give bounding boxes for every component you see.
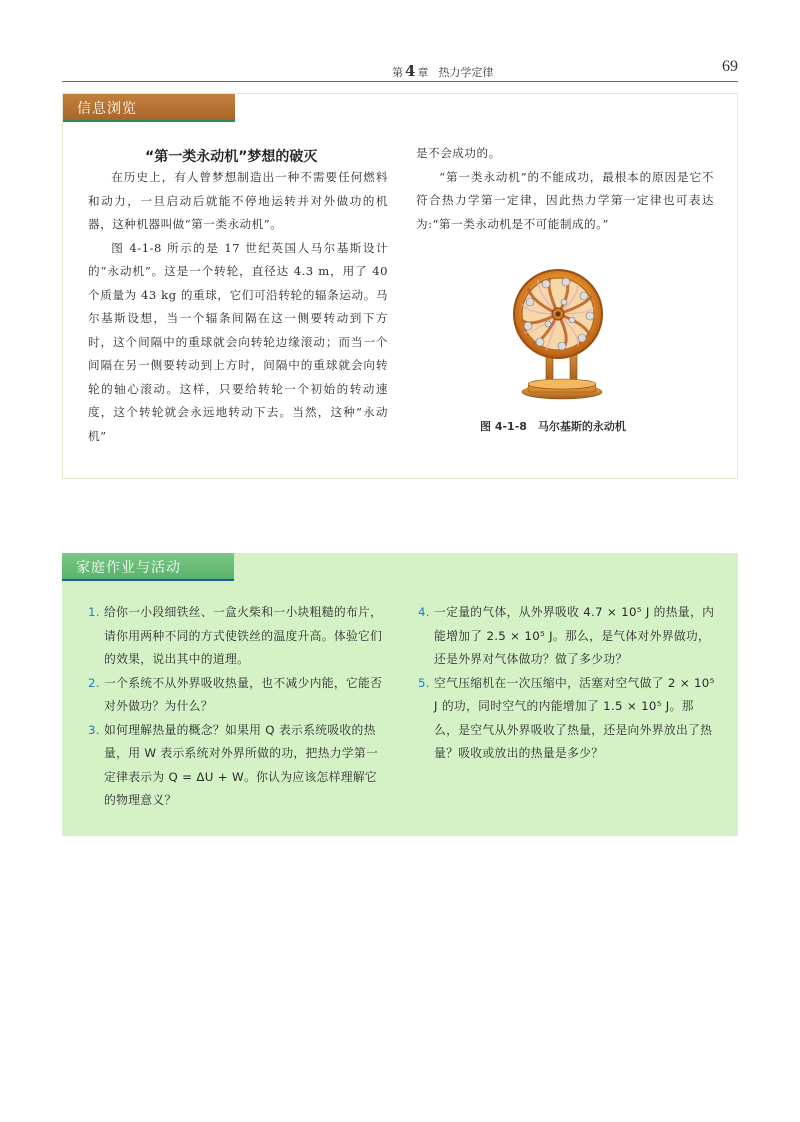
homework-item-number: 2.: [88, 675, 100, 690]
homework-item-text: 一个系统不从外界吸收热量，也不减少内能，它能否对外做功？为什么？: [104, 675, 383, 713]
homework-item: [418, 601, 716, 672]
chapter-label: [392, 62, 493, 80]
homework-tab-label: 家庭作业与活动: [62, 553, 234, 579]
homework-item: [88, 601, 384, 672]
info-tab-label: 信息浏览: [63, 94, 235, 120]
info-tab-underline: [63, 120, 235, 122]
homework-item-text: 一定量的气体，从外界吸收 4.7 × 10⁵ J 的热量，内能增加了 2.5 × 10⁵ J。那么，是气体对外界做功，还是外界对气体做功？做了多少功？: [434, 605, 715, 666]
article-paragraph: “第一类永动机”的不能成功，最根本的原因是它不符合热力学第一定律，因此热力学第一定律也可表达为:“第一类永动机是不可能制成的。”: [416, 169, 714, 231]
article-title: “第一类永动机”梦想的破灭: [145, 149, 318, 165]
homework-right-column: [418, 601, 716, 766]
homework-item: [88, 672, 384, 719]
homework-tab-underline: [62, 579, 234, 581]
homework-item: [418, 672, 716, 766]
chapter-suffix: 章: [417, 66, 429, 79]
article-paragraph: 是不会成功的。: [416, 146, 501, 160]
article-paragraph: 在历史上，有人曾梦想制造出一种不需要任何燃料和动力，一旦启动后就能不停地运转并对外做功的机器，这种机器叫做“第一类永动机”。: [88, 170, 388, 231]
chapter-number: 4: [405, 62, 416, 80]
perpetual-motion-wheel-illustration: [506, 262, 618, 404]
homework-left-column: [88, 601, 384, 813]
homework-item: [88, 719, 384, 813]
homework-item-number: 4.: [418, 605, 430, 619]
article-paragraph: 图 4-1-8 所示的是 17 世纪英国人马尔基斯设计的“永动机”。这是一个转轮，直径达 4.3 m，用了 40 个质量为 43 kg 的重球，它们可沿转轮的辐条运动。马尔基斯设想，当一个辐条间隔在这一侧要转动到下方时，这个间隔中的重球就会向转轮边缘滚动；而当一个间隔在另一侧要转动到上方时，间隔中的重球就会向转轮的轴心滚动。这样，只要给转轮一个初始的转动速度，这个转轮就会永远地转动下去。当然，这种“永动机”: [88, 240, 388, 443]
homework-item-text: 如何理解热量的概念？如果用 Q 表示系统吸收的热量，用 W 表示系统对外界所做的功，把热力学第一定律表示为 Q = ΔU + W。你认为应该怎样理解它的物理意义？: [104, 722, 379, 807]
running-header: [62, 54, 738, 82]
homework-item-number: 1.: [88, 605, 100, 619]
article-left-column: [88, 166, 388, 448]
article-right-column: [416, 142, 714, 236]
page-number: 69: [722, 58, 738, 75]
homework-item-text: 空气压缩机在一次压缩中，活塞对空气做了 2 × 10⁵ J 的功，同时空气的内能增加了 1.5 × 10⁵ J。那么，是空气从外界吸收了热量，还是向外界放出了热量？吸收或放出的热量是多少？: [434, 675, 715, 760]
homework-item-text: 给你一小段细铁丝、一盒火柴和一小块粗糙的布片，请你用两种不同的方式使铁丝的温度升高。体验它们的效果，说出其中的道理。: [104, 605, 383, 666]
chapter-prefix: 第: [392, 66, 403, 79]
figure-caption: 图 4-1-8 马尔基斯的永动机: [480, 420, 626, 433]
chapter-title: 热力学定律: [438, 66, 494, 79]
homework-item-number: 3.: [88, 722, 100, 737]
homework-item-number: 5.: [418, 675, 430, 690]
